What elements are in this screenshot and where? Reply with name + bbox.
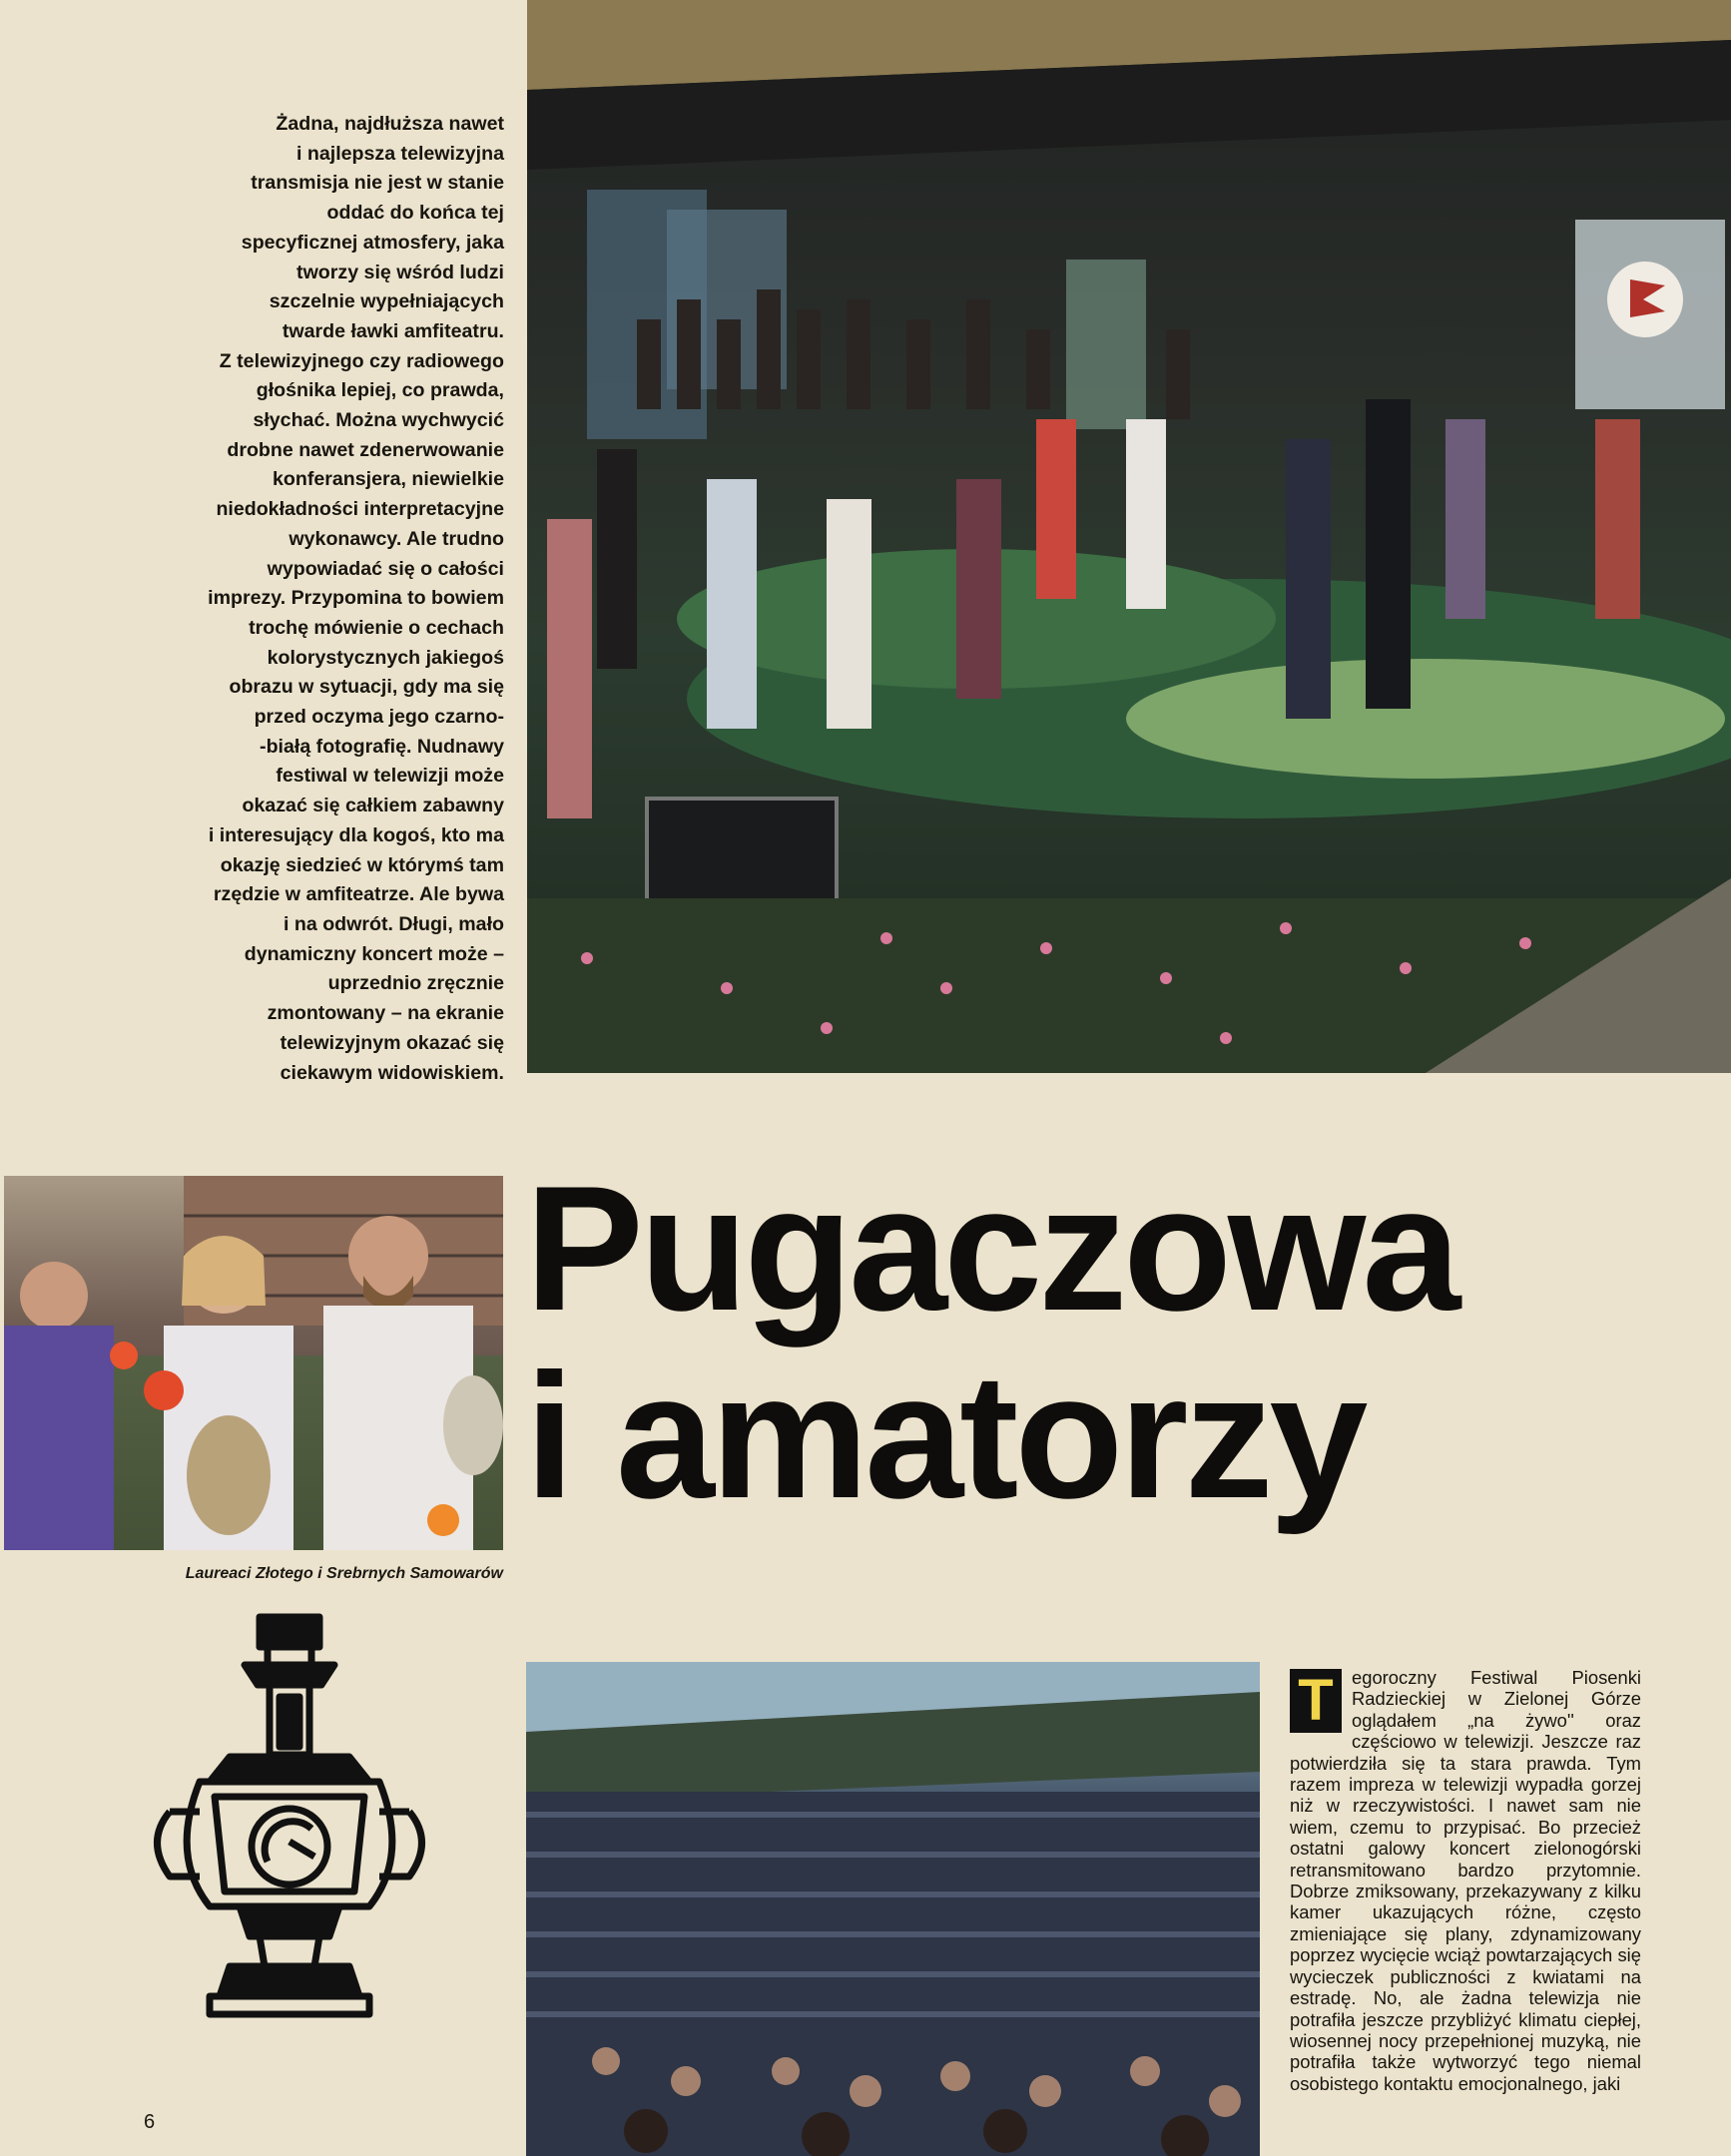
- drop-cap: T: [1290, 1669, 1342, 1733]
- headline-line-1: Pugaczowa: [525, 1149, 1457, 1348]
- laureates-photo: [4, 1176, 503, 1550]
- article-body: [1290, 1667, 1641, 2094]
- crowd-photo: [526, 1662, 1260, 2156]
- laureates-photo-art: [4, 1176, 503, 1550]
- crowd-photo-art: [526, 1662, 1260, 2156]
- headline-line-2: i amatorzy: [525, 1337, 1365, 1535]
- intro-paragraph: Żadna, najdłuższa nawet i najlepsza telewizyjna transmisja nie jest w stanie oddać do końca tej specyficznej atmosfery, jaka tworzy się wśród ludzi szczelnie wypełniających twarde ławki amfiteatru. Z telewizyjnego czy radiowego głośnika lepiej, co prawda, słychać. Można wychwycić drobne nawet zdenerwowanie konferansjera, niewielkie niedokładności interpretacyjne wykonawcy. Ale trudno wypowiadać się o całości imprezy. Przypomina to bowiem trochę mówienie o cechach kolorystycznych jakiegoś obrazu w sytuacji, gdy ma się przed oczyma jego czarno- -białą fotografię. Nudnawy festiwal w telewizji może okazać się całkiem zabawny i interesujący dla kogoś, kto ma okazję siedzieć w którymś tam rzędzie w amfiteatrze. Ale bywa i na odwrót. Długi, mało dynamiczny koncert może – uprzednio zręcznie zmontowany – na ekranie telewizyjnym okazać się ciekawym widowiskiem.: [208, 113, 504, 1084]
- page-number: 6: [144, 2111, 156, 2133]
- article-text: egoroczny Festiwal Piosenki Radzieckiej w Zielonej Górze oglądałem „na żywo'' oraz częściowo w telewizji. Jeszcze raz potwierdziła się ta stara prawda. Tym razem impreza w telewizji wypadła gorzej niż w rzeczywistości. I nawet sam nie wiem, czemu to przypisać. Bo przecież ostatni galowy koncert zielonogórski retransmitowano bardzo przytomnie. Dobrze zmiksowany, przekazywany z kilku kamer ukazujących różne, często zmieniające się plany, zdynamizowany poprzez wycięcie wciąż powtarzających się wycieczek publiczności z kwiatami na estradę. No, ale żadna telewizja nie potrafiła jeszcze przybliżyć klimatu ciepłej, wiosennej nocy przepełnionej muzyką, nie potrafiła także wytworzyć tego niemal osobistego kontaktu emocjonalnego, jaki: [1290, 1667, 1641, 2094]
- photo-caption: Laureaci Złotego i Srebrnych Samowarów: [185, 1565, 503, 1582]
- stage-photo: [527, 0, 1731, 1073]
- stage-photo-art: [527, 0, 1731, 1073]
- samovar-illustration: [140, 1607, 439, 2026]
